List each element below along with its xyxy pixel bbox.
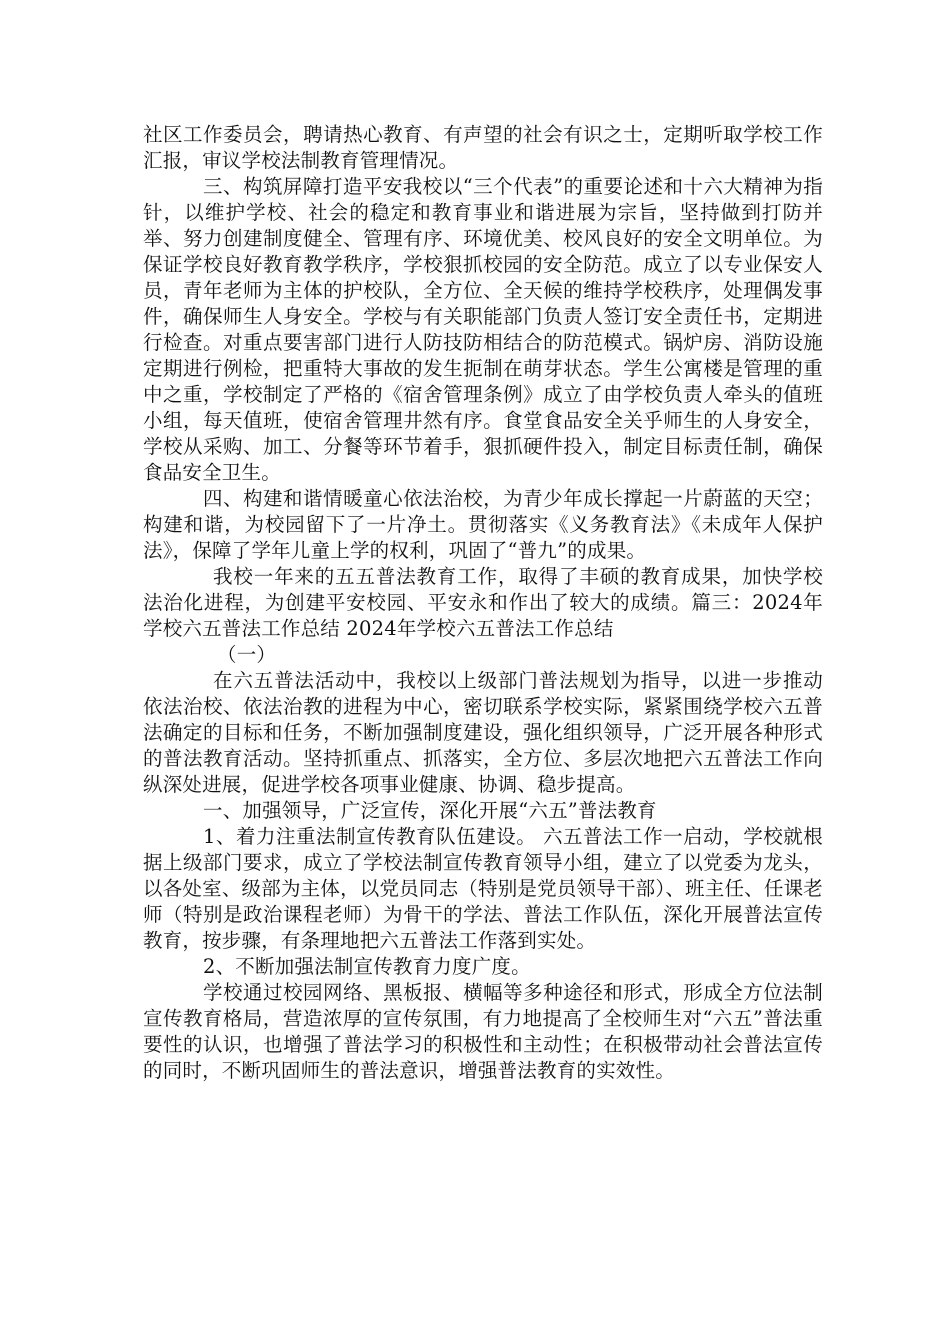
document-body <box>143 122 823 1084</box>
paragraph-safety-barrier: 三、构筑屏障打造平安我校以“三个代表”的重要论述和十六大精神为指针，以维护学校、社会的稳定和教育事业和谐进展为宗旨，坚持做到打防并举、努力创建制度健全、管理有序、环境优美、校风良好的安全文明单位。为保证学校良好教育教学秩序，学校狠抓校园的安全防范。成立了以专业保安人员，青年老师为主体的护校队，全方位、全天候的维持学校秩序，处理偶发事件，确保师生人身安全。学校与有关职能部门负责人签订安全责任书，定期进行检查。对重点要害部门进行人防技防相结合的防范模式。锅炉房、消防设施定期进行例检，把重特大事故的发生扼制在萌芽状态。学生公寓楼是管理的重中之重，学校制定了严格的《宿舍管理条例》成立了由学校负责人牵头的值班小组，每天值班，使宿舍管理井然有序。食堂食品安全关乎师生的人身安全，学校从采购、加工、分餐等环节着手，狠抓硬件投入，制定目标责任制，确保食品安全卫生。 <box>143 175 823 484</box>
paragraph-community-committee: 社区工作委员会，聘请热心教育、有声望的社会有识之士，定期听取学校工作汇报，审议学校法制教育管理情况。 <box>143 123 823 172</box>
paragraph-harmony: 四、构建和谐情暖童心依法治校，为青少年成长撑起一片蔚蓝的天空；构建和谐，为校园留下了一片净土。贯彻落实《义务教育法》《未成年人保护法》，保障了学年儿童上学的权利，巩固了“普九”的成果。 <box>143 487 823 562</box>
paragraph-strengthen-heading: 2、不断加强法制宣传教育力度广度。 <box>203 955 531 978</box>
paragraph-team-building: 1、着力注重法制宣传教育队伍建设。 六五普法工作一启动，学校就根据上级部门要求，成立了学校法制宣传教育领导小组，建立了以党委为龙头，以各处室、级部为主体，以党员同志（特别是党员领导干部）、班主任、任课老师（特别是政治课程老师）为骨干的学法、普法工作队伍，深化开展普法宣传教育，按步骤，有条理地把六五普法工作落到实处。 <box>143 825 823 952</box>
paragraph-summary: 我校一年来的五五普法教育工作，取得了丰硕的教育成果，加快学校法治化进程，为创建平安校园、平安永和作出了较大的成绩。篇三：2024年学校六五普法工作总结 2024年学校六五普法工作总结 <box>143 565 823 640</box>
section-marker: （一） <box>217 643 277 666</box>
paragraph-sixth-five-year: 在六五普法活动中，我校以上级部门普法规划为指导，以进一步推动依法治校、依法治教的进程为中心，密切联系学校实际，紧紧围绕学校六五普法确定的目标和任务，不断加强制度建设，强化组织领导，广泛开展各种形式的普法教育活动。坚持抓重点、抓落实，全方位、多层次地把六五普法工作向纵深处进展，促进学校各项事业健康、协调、稳步提高。 <box>143 669 823 796</box>
section-heading-leadership: 一、加强领导，广泛宣传，深化开展“六五”普法教育 <box>203 799 657 822</box>
paragraph-publicity: 学校通过校园网络、黑板报、横幅等多种途径和形式，形成全方位法制宣传教育格局，营造浓厚的宣传氛围，有力地提高了全校师生对“六五”普法重要性的认识，也增强了普法学习的积极性和主动性；在积极带动社会普法宣传的同时，不断巩固师生的普法意识，增强普法教育的实效性。 <box>143 981 823 1082</box>
